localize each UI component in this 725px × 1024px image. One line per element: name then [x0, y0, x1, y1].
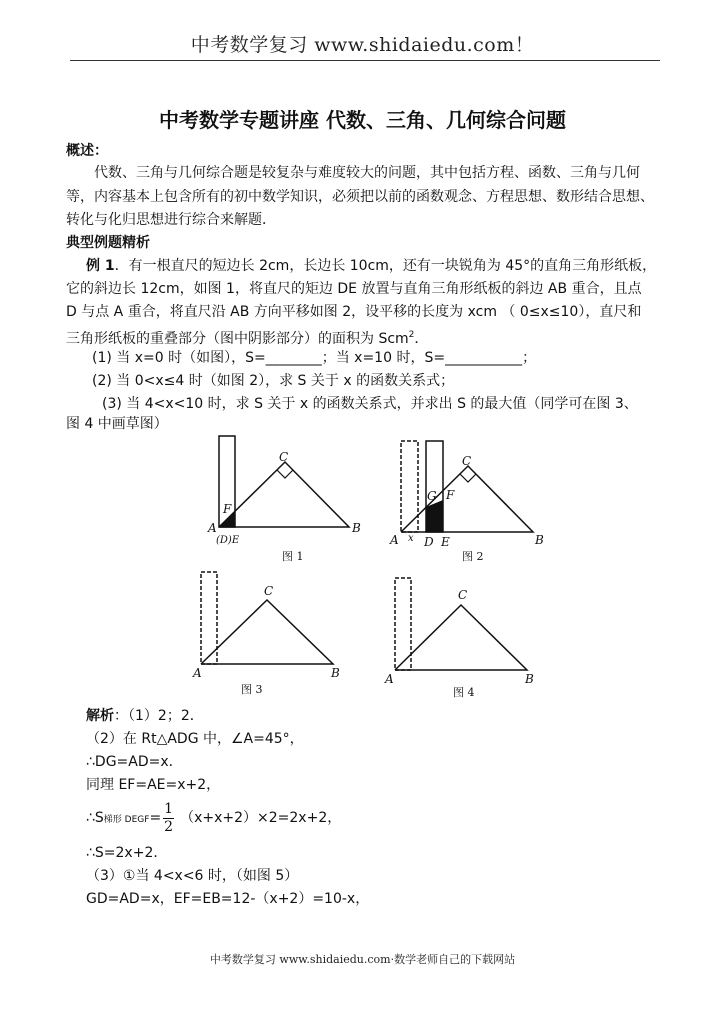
solution-line-3: ∴DG=AD=x．	[86, 754, 183, 770]
page-header: 中考数学复习 www.shidaiedu.com！	[190, 34, 535, 56]
solution-heading: 解析	[86, 708, 114, 724]
fig2-caption: 图 2	[462, 550, 484, 563]
fig2-label-e: E	[441, 535, 450, 549]
fig2-label-c: C	[462, 454, 472, 468]
fig3-label-c: C	[264, 584, 274, 598]
solution-formula: ∴S梯形 DEGF= $\frac{1}{2}$ （x+x+2）×2=2x+2，	[86, 800, 342, 835]
solution-line-6: （3）①当 4<x<6 时，（如图 5）	[86, 868, 299, 884]
solution-line-4: 同理 EF=AE=x+2，	[86, 777, 221, 793]
question-2: (2) 当 0<x≤4 时（如图 2），求 S 关于 x 的函数关系式；	[92, 373, 455, 389]
question-3: (3) 当 4<x<10 时，求 S 关于 x 的函数关系式，并求出 S 的最大值（同学可在图 3、	[102, 396, 638, 412]
example1-label: 例 1	[86, 258, 115, 274]
solution-line-1: 解析：（1）2；2．	[86, 708, 204, 724]
figure-3	[192, 572, 340, 696]
fig1-caption: 图 1	[282, 550, 304, 563]
fig4-caption: 图 4	[453, 686, 475, 699]
fig2-label-d: D	[424, 535, 434, 549]
fig1-label-a: A	[208, 521, 217, 535]
fig4-label-a: A	[385, 672, 394, 686]
question-1: (1) 当 x=0 时（如图），S=________；当 x=10 时，S=___________；	[92, 350, 537, 366]
overview-heading: 概述：	[66, 143, 108, 159]
figure-4	[384, 578, 534, 699]
fig1-label-de: (D)E	[216, 535, 240, 546]
solution-line-2: （2）在 Rt△ADG 中，∠A=45°，	[86, 731, 304, 747]
fig3-label-a: A	[193, 666, 202, 680]
fraction-one-half: $\frac{1}{2}$	[164, 800, 174, 835]
fig2-label-x: x	[408, 533, 414, 544]
solution-line-5: ∴S=2x+2．	[86, 845, 168, 861]
example1-line-4: 三角形纸板的重叠部分（图中阴影部分）的面积为 Scm$^2$．	[66, 330, 429, 347]
fig2-label-b: B	[535, 533, 544, 547]
overview-line-1: 代数、三角与几何综合题是较复杂与难度较大的问题，其中包括方程、函数、三角与几何	[94, 165, 640, 181]
fig2-label-f: F	[446, 488, 455, 502]
fig4-label-b: B	[525, 672, 534, 686]
figure-2	[389, 441, 544, 563]
example1-line-1: 例 1．有一根直尺的短边长 2cm，长边长 10cm，还有一块锐角为 45°的直角三角形纸板，	[86, 258, 657, 274]
page-title: 中考数学专题讲座 代数、三角、几何综合问题	[159, 108, 566, 132]
overview-line-2: 等，内容基本上包含所有的初中数学知识，必须把以前的函数观念、方程思想、数形结合思想、	[66, 189, 654, 205]
fig1-label-c: C	[279, 450, 289, 464]
fig1-label-f: F	[223, 502, 232, 516]
fig3-label-b: B	[331, 666, 340, 680]
examples-heading: 典型例题精析	[66, 235, 150, 251]
fig4-label-c: C	[458, 588, 468, 602]
solution-line-7: GD=AD=x，EF=EB=12-（x+2）=10-x，	[86, 891, 370, 907]
fig2-label-a: A	[390, 533, 399, 547]
fig1-label-b: B	[352, 521, 361, 535]
overview-line-3: 转化与化归思想进行综合来解题．	[66, 212, 276, 228]
fig3-caption: 图 3	[241, 683, 263, 696]
example1-line-2: 它的斜边长 12cm，如图 1，将直尺的矩边 DE 放置与直角三角形纸板的斜边 AB 重合，且点	[66, 281, 642, 297]
example1-line-3: D 与点 A 重合，将直尺沿 AB 方向平移如图 2，设平移的长度为 xcm （ 0≤x≤10），直尺和	[66, 304, 642, 320]
figure-1	[207, 436, 361, 563]
page-footer: 中考数学复习 www.shidaiedu.com·数学老师自己的下载网站	[209, 953, 516, 966]
question-3-cont: 图 4 中画草图）	[66, 416, 168, 432]
fig2-label-g: G	[427, 489, 437, 503]
